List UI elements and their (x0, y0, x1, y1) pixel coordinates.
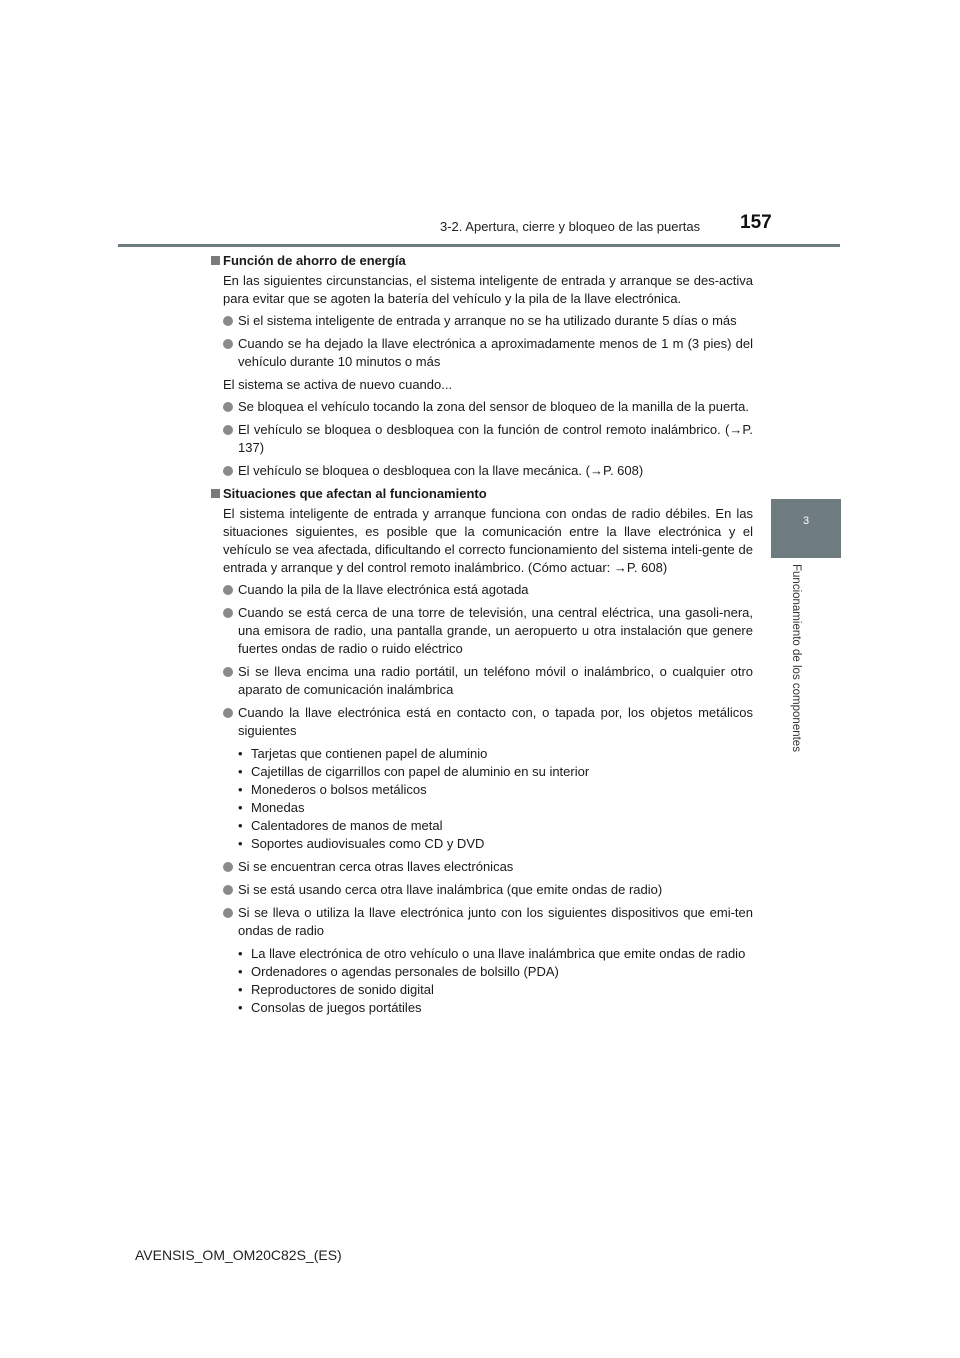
chapter-tab (771, 499, 841, 558)
devices-list (238, 945, 753, 1017)
round-bullet-icon (223, 608, 233, 618)
sub-list-item-text: Monederos o bolsos metálicos (251, 782, 427, 797)
sub-list-item-text: Calentadores de manos de metal (251, 818, 443, 833)
sub-list-item: • Ordenadores o agendas personales de bolsillo (PDA) (238, 964, 559, 979)
round-bullet-icon (223, 585, 233, 595)
list-item (223, 904, 753, 940)
sub-list-item: • Consolas de juegos portátiles (238, 1000, 422, 1015)
sub-list-item-text: Ordenadores o agendas personales de bolsillo (PDA) (251, 964, 559, 979)
sub-list-item-text: Soportes audiovisuales como CD y DVD (251, 836, 485, 851)
list-item (223, 881, 753, 899)
round-bullet-icon (223, 466, 233, 476)
square-bullet-icon (211, 256, 220, 265)
square-bullet-icon (211, 489, 220, 498)
list-item (223, 858, 753, 876)
round-bullet-icon (223, 316, 233, 326)
page-number: 157 (740, 212, 772, 233)
list-item (223, 581, 753, 599)
list-item-text: Se bloquea el vehículo tocando la zona del sensor de bloqueo de la manilla de la puerta. (238, 399, 749, 414)
chapter-number: 3 (802, 515, 810, 527)
paragraph: El sistema se activa de nuevo cuando... (223, 377, 453, 392)
sub-list-item-text: Cajetillas de cigarrillos con papel de aluminio en su interior (251, 764, 590, 779)
sub-list-item: • Soportes audiovisuales como CD y DVD (238, 836, 485, 851)
sub-list-item-text: Tarjetas que contienen papel de aluminio (251, 746, 488, 761)
sub-list-item: • Tarjetas que contienen papel de aluminio (238, 746, 488, 761)
round-bullet-icon (223, 339, 233, 349)
round-bullet-icon (223, 425, 233, 435)
round-bullet-icon (223, 708, 233, 718)
chapter-label: Funcionamiento de los componentes (790, 564, 802, 752)
sub-list-item-text: Monedas (251, 800, 305, 815)
list-item-text: El vehículo se bloquea o desbloquea con la llave mecánica. (→P. 608) (238, 463, 644, 478)
sub-list-item: • La llave electrónica de otro vehículo o una llave inalámbrica que emite ondas de radio (238, 946, 746, 961)
metal-objects-list (238, 745, 753, 853)
list-item (223, 462, 753, 480)
section-heading-text: Función de ahorro de energía (223, 253, 406, 268)
page-content (208, 252, 753, 1022)
header-section-title: 3-2. Apertura, cierre y bloqueo de las puertas (440, 219, 701, 234)
sub-list-item: • Reproductores de sonido digital (238, 982, 434, 997)
paragraph: El sistema inteligente de entrada y arranque funciona con ondas de radio débiles. En las situaciones siguientes, es posible que la comunicación entre la llave electrónica y el vehículo se vea afectada, dificultando el correcto funcionamiento del sistema inteli-gente de entrada y arranque y del control remoto inalámbrico. (Cómo actuar: →P. 608) (223, 506, 753, 575)
list-item-text: Si se está usando cerca otra llave inalámbrica (que emite ondas de radio) (238, 882, 663, 897)
list-item (223, 335, 753, 371)
sub-list-item-text: Consolas de juegos portátiles (251, 1000, 422, 1015)
sub-list-item-text: La llave electrónica de otro vehículo o una llave inalámbrica que emite ondas de radio (251, 946, 746, 961)
list-item (223, 421, 753, 457)
list-item-text: Cuando la llave electrónica está en contacto con, o tapada por, los objetos metálicos siguientes (238, 705, 753, 738)
sub-list-item: • Cajetillas de cigarrillos con papel de aluminio en su interior (238, 764, 590, 779)
footer-doc-code: AVENSIS_OM_OM20C82S_(ES) (135, 1247, 342, 1263)
round-bullet-icon (223, 667, 233, 677)
list-item-text: Si el sistema inteligente de entrada y arranque no se ha utilizado durante 5 días o más (238, 313, 737, 328)
list-item-text: Si se lleva encima una radio portátil, un teléfono móvil o inalámbrico, o cualquier otro aparato de comunicación inalámbrica (238, 664, 753, 697)
sub-list-item-text: Reproductores de sonido digital (251, 982, 434, 997)
list-item (223, 312, 753, 330)
list-item (223, 604, 753, 658)
list-item (223, 704, 753, 740)
section-heading (208, 485, 753, 503)
list-item (223, 663, 753, 699)
section-heading-text: Situaciones que afectan al funcionamiento (223, 486, 487, 501)
list-item (223, 398, 753, 416)
sub-list-item: • Calentadores de manos de metal (238, 818, 443, 833)
sub-list-item: • Monedas (238, 800, 305, 815)
list-item-text: Si se lleva o utiliza la llave electrónica junto con los siguientes dispositivos que emi-ten ondas de radio (238, 905, 753, 938)
list-item-text: Si se encuentran cerca otras llaves electrónicas (238, 859, 514, 874)
round-bullet-icon (223, 862, 233, 872)
section-heading (208, 252, 753, 270)
list-item-text: Cuando se ha dejado la llave electrónica a aproximadamente menos de 1 m (3 pies) del vehículo durante 10 minutos o más (238, 336, 753, 369)
round-bullet-icon (223, 908, 233, 918)
round-bullet-icon (223, 885, 233, 895)
list-item-text: Cuando la pila de la llave electrónica está agotada (238, 582, 529, 597)
round-bullet-icon (223, 402, 233, 412)
list-item-text: El vehículo se bloquea o desbloquea con la función de control remoto inalámbrico. (→P. 137) (238, 422, 753, 455)
list-item-text: Cuando se está cerca de una torre de televisión, una central eléctrica, una gasoli-nera, una emisora de radio, una pantalla grande, un aeropuerto u otra instalación que genere fuertes ondas de radio o ruido eléctrico (238, 605, 753, 656)
sub-list-item: • Monederos o bolsos metálicos (238, 782, 427, 797)
header-divider (118, 244, 840, 247)
paragraph: En las siguientes circunstancias, el sistema inteligente de entrada y arranque se des-activa para evitar que se agoten la batería del vehículo y la pila de la llave electrónica. (223, 273, 753, 306)
